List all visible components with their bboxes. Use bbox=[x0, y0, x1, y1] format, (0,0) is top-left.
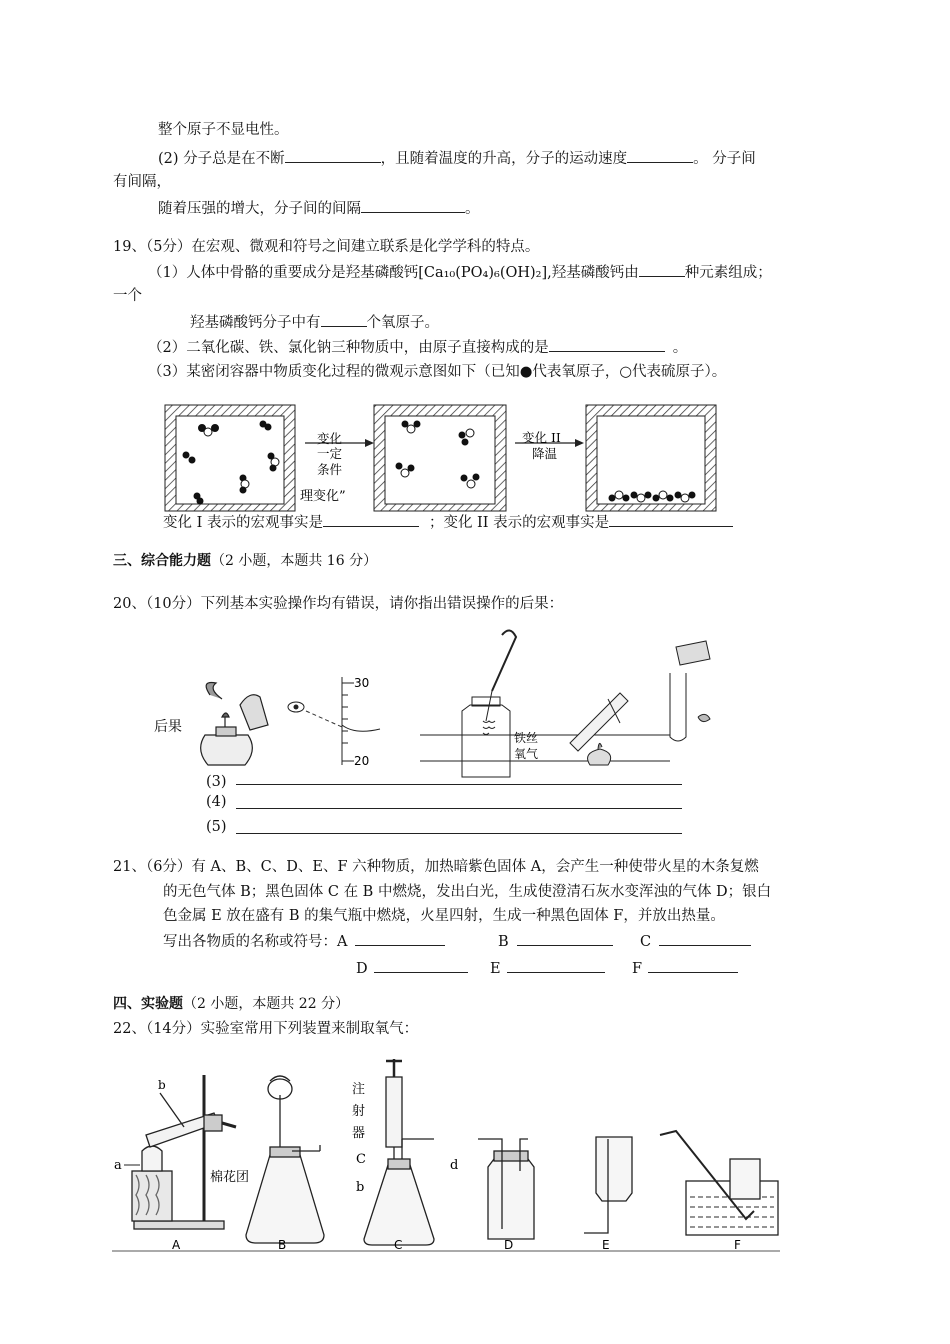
q19-p2b: 。 bbox=[672, 340, 688, 356]
q19-p3: （3）某密闭容器中物质变化过程的微观示意图如下（已知●代表氧原子，○代表硫原子）。 bbox=[148, 364, 727, 380]
caption-d: D bbox=[504, 1238, 514, 1252]
blank-move[interactable] bbox=[285, 148, 381, 163]
q19-p1b: 种元素组成； bbox=[684, 265, 772, 281]
arrow1-label-c: 条件 bbox=[317, 462, 343, 477]
q22-apparatus-figure bbox=[110, 1055, 786, 1255]
measuring-cylinder-icon bbox=[342, 677, 380, 765]
q18-line2 bbox=[158, 148, 756, 169]
caption-e: E bbox=[602, 1238, 610, 1252]
section3-note: （2 小题，本题共 16 分） bbox=[211, 553, 378, 569]
q18-line4 bbox=[158, 198, 480, 219]
q20-item5: (5) bbox=[206, 819, 227, 835]
pouring-icon bbox=[670, 641, 710, 741]
label-c-small: C bbox=[356, 1152, 366, 1167]
blank-c[interactable] bbox=[659, 931, 751, 946]
blank-atoms[interactable] bbox=[549, 337, 665, 352]
q21-d bbox=[356, 958, 468, 979]
caption-b: B bbox=[278, 1238, 287, 1252]
q21-line3: 色金属 E 放在盛有 B 的集气瓶中燃烧，火星四射，生成一种黑色固体 F，并放出热量。 bbox=[163, 908, 725, 924]
q20-head: 20、（10分）下列基本实验操作均有错误，请你指出错误操作的后果： bbox=[113, 596, 564, 612]
q19-p1 bbox=[148, 262, 772, 283]
blank-change-2[interactable] bbox=[609, 512, 733, 527]
q21-label-a: 写出各物质的名称或符号：A bbox=[163, 934, 348, 950]
caption-f: F bbox=[734, 1238, 741, 1252]
q21-label-b: B bbox=[498, 934, 509, 950]
q19-p1d: 羟基磷酸钙分子中有 bbox=[190, 315, 321, 331]
label-zhushe-1: 注 bbox=[352, 1082, 366, 1097]
label-b2-small: b bbox=[356, 1180, 365, 1195]
q18-line2b: ，且随着温度的升高，分子的运动速度 bbox=[380, 151, 628, 167]
caption-a: A bbox=[172, 1238, 181, 1252]
q21-line2: 的无色气体 B；黑色固体 C 在 B 中燃烧，发出白光，生成使澄清石灰水变浑浊的气体 D；银白 bbox=[163, 884, 772, 900]
q18-line2c: 。 分子间 bbox=[693, 151, 756, 167]
blank-e[interactable] bbox=[507, 958, 605, 973]
eye-icon bbox=[288, 702, 342, 727]
q19-answers bbox=[163, 512, 733, 533]
label-d-small: d bbox=[450, 1158, 459, 1173]
q20-blank-5[interactable] bbox=[236, 833, 682, 834]
cylinder-bottom: 20 bbox=[354, 754, 370, 768]
apparatus-e-icon bbox=[584, 1137, 632, 1233]
q18-line4b: 。 bbox=[465, 201, 480, 217]
q19-p1d-line bbox=[190, 312, 439, 333]
blank-a[interactable] bbox=[355, 931, 445, 946]
arrow1-label-b: 一定 bbox=[317, 446, 343, 461]
q18-line1: 整个原子不显电性。 bbox=[158, 122, 289, 138]
section3-title: 三、综合能力题 bbox=[113, 553, 211, 569]
q20-item3-num: (3) bbox=[206, 774, 227, 790]
q19-p2 bbox=[148, 337, 687, 358]
container-1 bbox=[165, 405, 295, 511]
q21-f bbox=[632, 958, 738, 979]
gas-bottle-icon bbox=[420, 630, 670, 777]
arrow1-label-a: 变化 bbox=[317, 431, 343, 446]
q21-e bbox=[490, 958, 605, 979]
q21-c bbox=[640, 931, 751, 952]
apparatus-c-icon bbox=[364, 1059, 434, 1245]
q21-label-c: C bbox=[640, 934, 652, 950]
label-zhushe-2: 射 bbox=[352, 1104, 366, 1119]
q21-label-d: D bbox=[356, 961, 368, 977]
q19-p2a: （2）二氧化碳、铁、氯化钠三种物质中，由原子直接构成的是 bbox=[148, 340, 549, 356]
label-zhushe-3: 器 bbox=[352, 1126, 366, 1141]
q19-answer-b: ；变化 II 表示的宏观事实是 bbox=[428, 515, 610, 531]
apparatus-a-icon bbox=[132, 1075, 236, 1229]
blank-speed[interactable] bbox=[627, 148, 693, 163]
caption-c: C bbox=[394, 1238, 403, 1252]
section3-heading bbox=[113, 551, 377, 571]
q18-line4a: 随着压强的增大，分子间的间隔 bbox=[158, 201, 361, 217]
q19-p1e: 个氧原子。 bbox=[366, 315, 439, 331]
label-houguo: 后果 bbox=[154, 719, 182, 735]
q21-b bbox=[498, 931, 613, 952]
label-iron-wire: 铁丝 bbox=[514, 731, 539, 745]
q19-p1a: （1）人体中骨骼的重要成分是羟基磷酸钙[Ca₁₀(PO₄)₆(OH)₂],羟基磷酸钙由 bbox=[148, 265, 639, 281]
container-2 bbox=[374, 405, 506, 511]
q18-line3: 有间隔， bbox=[113, 174, 171, 190]
label-cotton: 棉花团 bbox=[210, 1170, 250, 1185]
q20-item4: (4) bbox=[206, 794, 227, 810]
label-a-small: a bbox=[114, 1158, 122, 1173]
q21-line1: 21、（6分）有 A、B、C、D、E、F 六种物质，加热暗紫色固体 A，会产生一种使带火星的木条复燃 bbox=[113, 859, 759, 875]
apparatus-d-icon bbox=[478, 1139, 534, 1239]
q20-blank-4[interactable] bbox=[236, 808, 682, 809]
q21-label-f: F bbox=[632, 961, 643, 977]
q20-item3 bbox=[206, 772, 227, 792]
blank-change-1[interactable] bbox=[323, 512, 419, 527]
arrow2-label-b: 降温 bbox=[532, 446, 558, 461]
cylinder-top: 30 bbox=[354, 676, 370, 690]
q21-line4 bbox=[163, 931, 445, 952]
q20-operations-figure bbox=[150, 625, 750, 785]
apparatus-b-icon bbox=[246, 1076, 324, 1243]
q18-line2a: (2) 分子总是在不断 bbox=[158, 151, 285, 167]
overlap-text: 理变化” bbox=[300, 489, 346, 504]
blank-b[interactable] bbox=[517, 931, 613, 946]
q19-p1c: 一个 bbox=[113, 288, 142, 304]
section4-note: （2 小题，本题共 22 分） bbox=[183, 996, 350, 1012]
section4-title: 四、实验题 bbox=[113, 996, 183, 1012]
blank-gap[interactable] bbox=[361, 198, 465, 213]
blank-d[interactable] bbox=[374, 958, 468, 973]
blank-oxygen-count[interactable] bbox=[321, 312, 367, 327]
blank-f[interactable] bbox=[648, 958, 738, 973]
test-tube-heating-icon bbox=[570, 693, 628, 765]
label-b-small: b bbox=[158, 1078, 166, 1092]
section4-heading bbox=[113, 994, 349, 1014]
apparatus-f-icon bbox=[660, 1131, 778, 1235]
q19-answer-a: 变化 I 表示的宏观事实是 bbox=[163, 515, 323, 531]
alcohol-lamp-icon bbox=[201, 683, 268, 766]
q22-head: 22、（14分）实验室常用下列装置来制取氧气： bbox=[113, 1021, 419, 1037]
q21-label-e: E bbox=[490, 961, 501, 977]
micro-process-diagram bbox=[160, 400, 720, 520]
label-oxygen: 氧气 bbox=[514, 747, 539, 761]
blank-elements[interactable] bbox=[639, 262, 685, 277]
q19-head: 19、（5分）在宏观、微观和符号之间建立联系是化学学科的特点。 bbox=[113, 239, 540, 255]
q20-blank-3[interactable] bbox=[236, 784, 682, 785]
arrow2-label-a: 变化 II bbox=[522, 430, 561, 445]
container-3 bbox=[586, 405, 716, 511]
